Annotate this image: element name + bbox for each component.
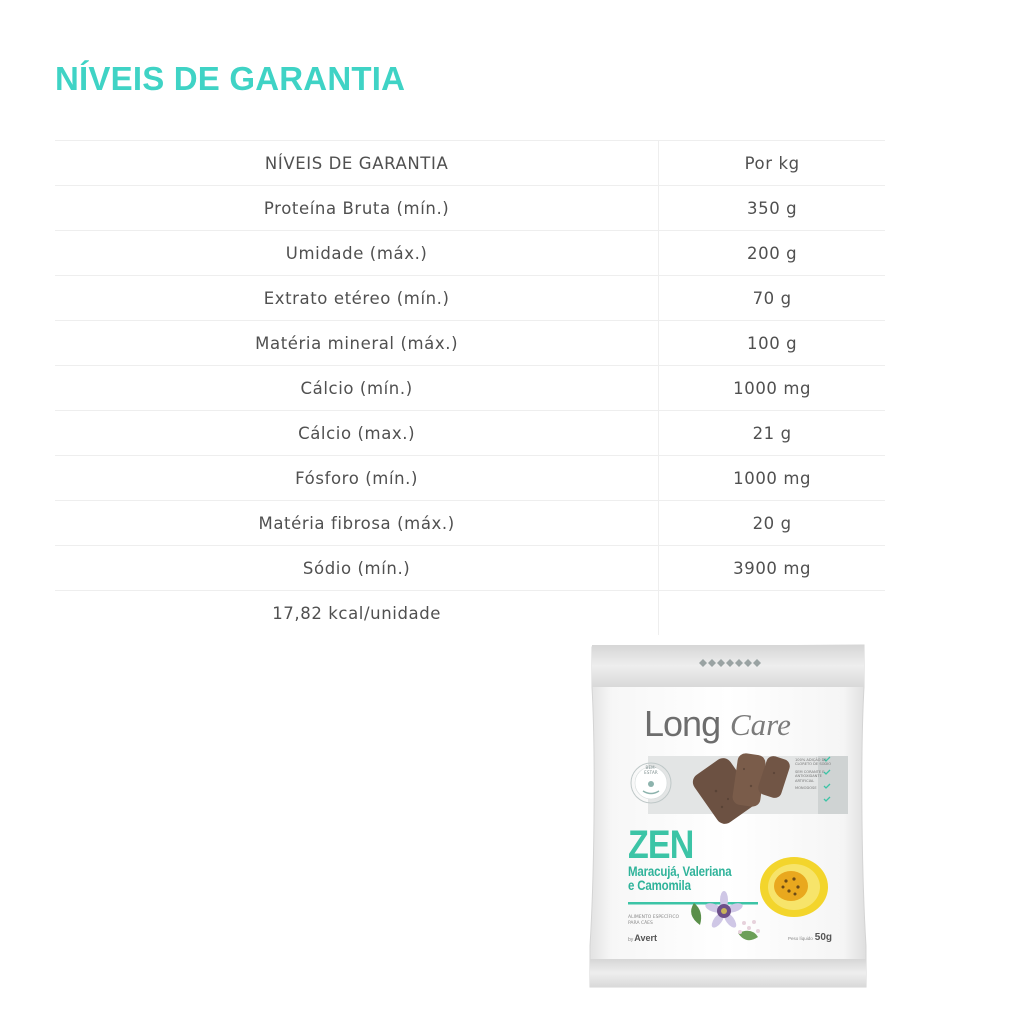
row-value: 1000 mg	[659, 366, 885, 411]
table-row	[55, 411, 885, 456]
net-weight	[788, 932, 832, 943]
page-title: NÍVEIS DE GARANTIA	[55, 60, 406, 97]
row-label: Fósforo (mín.)	[55, 456, 659, 501]
row-label: Cálcio (mín.)	[55, 366, 659, 411]
table-row	[55, 456, 885, 501]
row-label: Matéria fibrosa (máx.)	[55, 501, 659, 546]
table-footer-row	[55, 591, 885, 636]
product-flavor	[628, 864, 751, 892]
header-value: Por kg	[659, 141, 885, 186]
product-name: ZEN	[628, 823, 694, 867]
product-package-image	[588, 641, 868, 989]
weight-label: Peso líquido	[788, 936, 813, 941]
flavor-line: Maracujá, Valeriana	[628, 863, 732, 879]
row-value: 1000 mg	[659, 456, 885, 501]
claim-text: MONODOSE	[795, 786, 817, 791]
product-claims	[795, 758, 839, 793]
seal-text: BEM-ESTAR	[644, 765, 658, 775]
table-row	[55, 231, 885, 276]
product-description: ALIMENTO ESPECÍFICO PARA CÃES	[628, 915, 680, 926]
claim-text: 100% ADIÇÃO DE CLORETO DE SÓDIO	[795, 758, 832, 767]
row-value: 350 g	[659, 186, 885, 231]
maker-prefix: by	[628, 937, 634, 943]
row-value: 3900 mg	[659, 546, 885, 591]
header-label: NÍVEIS DE GARANTIA	[55, 141, 659, 186]
maker-logo	[628, 933, 657, 943]
row-value: 100 g	[659, 321, 885, 366]
claim-text: SEM CORANTE E ANTIOXIDANTE ARTIFICIAL	[795, 769, 825, 783]
row-label: Extrato etéreo (mín.)	[55, 276, 659, 321]
table-row	[55, 366, 885, 411]
row-value: 200 g	[659, 231, 885, 276]
table-row	[55, 276, 885, 321]
table-row	[55, 501, 885, 546]
row-label: Proteína Bruta (mín.)	[55, 186, 659, 231]
weight-value: 50g	[814, 932, 833, 943]
table-header-row	[55, 141, 885, 186]
brand-care-text: Care	[730, 707, 791, 742]
row-value: 70 g	[659, 276, 885, 321]
brand-long-text: Long	[644, 703, 721, 744]
row-label: Umidade (máx.)	[55, 231, 659, 276]
footer-value	[659, 591, 885, 636]
flavor-line: e Camomila	[628, 877, 691, 893]
row-label: Matéria mineral (máx.)	[55, 321, 659, 366]
table-row	[55, 546, 885, 591]
table-row	[55, 321, 885, 366]
guarantee-table	[55, 140, 885, 635]
row-label: Sódio (mín.)	[55, 546, 659, 591]
row-label: Cálcio (max.)	[55, 411, 659, 456]
footer-label: 17,82 kcal/unidade	[55, 591, 659, 636]
table-row	[55, 186, 885, 231]
row-value: 21 g	[659, 411, 885, 456]
maker-name: Avert	[634, 933, 657, 943]
row-value: 20 g	[659, 501, 885, 546]
